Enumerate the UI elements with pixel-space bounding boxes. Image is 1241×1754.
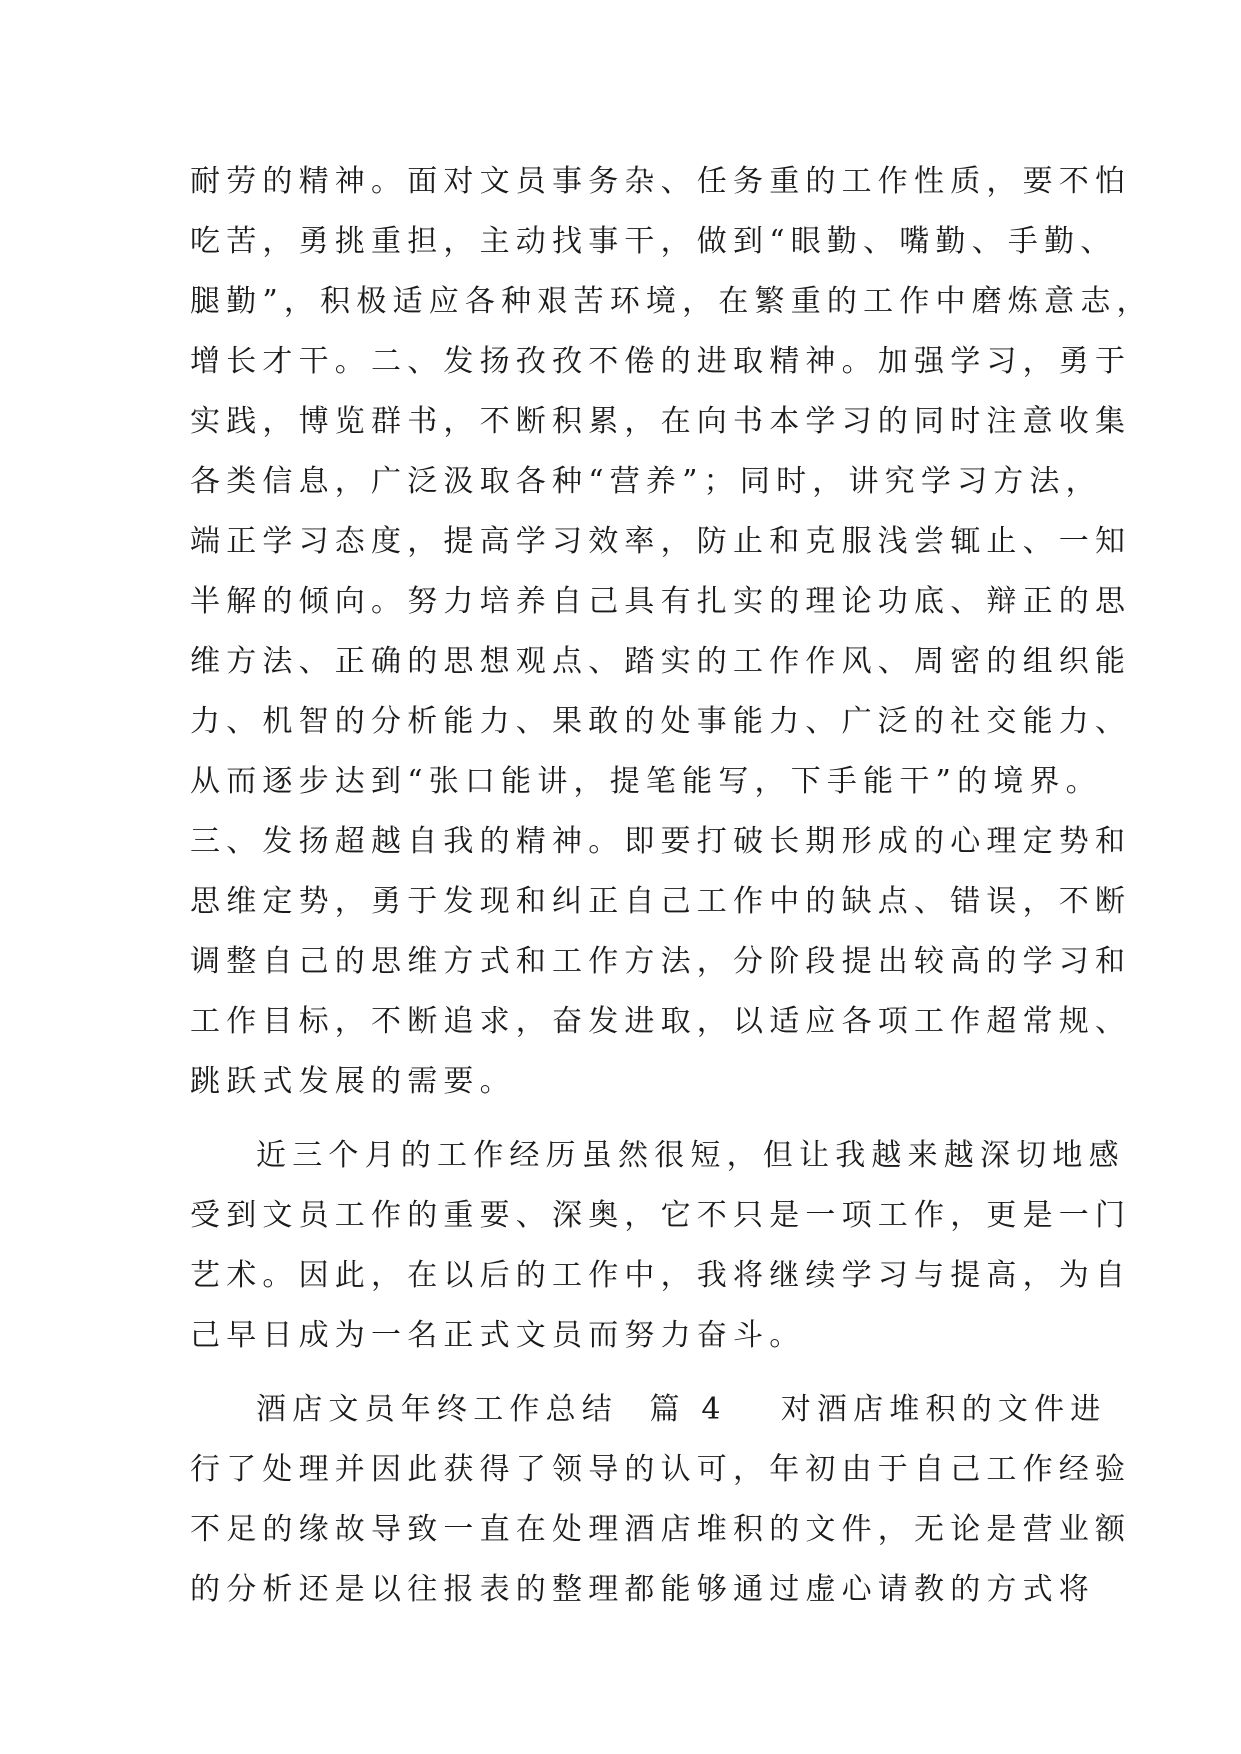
text-line: 思维定势，勇于发现和纠正自己工作中的缺点、错误，不断 — [190, 884, 1132, 919]
paragraph-conclusion — [190, 1126, 1132, 1366]
text-line: 艺术。因此，在以后的工作中，我将继续学习与提高，为自 — [190, 1258, 1132, 1293]
text-line: 调整自己的思维方式和工作方法，分阶段提出较高的学习和 — [190, 944, 1132, 979]
text-line: 维方法、正确的思想观点、踏实的工作作风、周密的组织能 — [190, 644, 1132, 679]
text-run: 对酒店堆积的文件进 — [780, 1392, 1107, 1427]
text-line: 的分析还是以往报表的整理都能够通过虚心请教的方式将 — [190, 1572, 1095, 1607]
text-line: 不足的缘故导致一直在处理酒店堆积的文件，无论是营业额 — [190, 1512, 1132, 1547]
section-heading: 酒店文员年终工作总结 篇 4 — [256, 1392, 727, 1427]
text-line: 腿勤”，积极适应各种艰苦环境，在繁重的工作中磨炼意志， — [190, 284, 1153, 319]
text-line: 己早日成为一名正式文员而努力奋斗。 — [190, 1318, 806, 1353]
paragraph-section-4 — [190, 1380, 1132, 1620]
text-line: 近三个月的工作经历虽然很短，但让我越来越深切地感 — [256, 1138, 1125, 1173]
section-heading-line — [190, 1380, 1107, 1440]
text-line: 端正学习态度，提高学习效率，防止和克服浅尝辄止、一知 — [190, 524, 1132, 559]
text-line: 从而逐步达到“张口能讲，提笔能写，下手能干”的境界。 — [190, 764, 1102, 799]
text-line: 跳跃式发展的需要。 — [190, 1064, 516, 1099]
text-line: 耐劳的精神。面对文员事务杂、任务重的工作性质，要不怕 — [190, 164, 1132, 199]
text-line: 工作目标，不断追求，奋发进取，以适应各项工作超常规、 — [190, 1004, 1132, 1039]
document-body — [190, 152, 1153, 1620]
text-line: 吃苦，勇挑重担，主动找事干，做到“眼勤、嘴勤、手勤、 — [190, 224, 1117, 259]
text-line: 各类信息，广泛汲取各种“营养”；同时，讲究学习方法， — [190, 464, 1102, 499]
text-line: 力、机智的分析能力、果敢的处事能力、广泛的社交能力、 — [190, 704, 1132, 739]
text-line: 半解的倾向。努力培养自己具有扎实的理论功底、辩正的思 — [190, 584, 1132, 619]
text-line: 实践，博览群书，不断积累，在向书本学习的同时注意收集 — [190, 404, 1132, 439]
text-line: 受到文员工作的重要、深奥，它不只是一项工作，更是一门 — [190, 1198, 1132, 1233]
text-line: 行了处理并因此获得了领导的认可，年初由于自己工作经验 — [190, 1452, 1132, 1487]
paragraph-work-spirit — [190, 152, 1153, 1112]
text-line: 增长才干。二、发扬孜孜不倦的进取精神。加强学习，勇于 — [190, 344, 1132, 379]
text-line: 三、发扬超越自我的精神。即要打破长期形成的心理定势和 — [190, 824, 1132, 859]
